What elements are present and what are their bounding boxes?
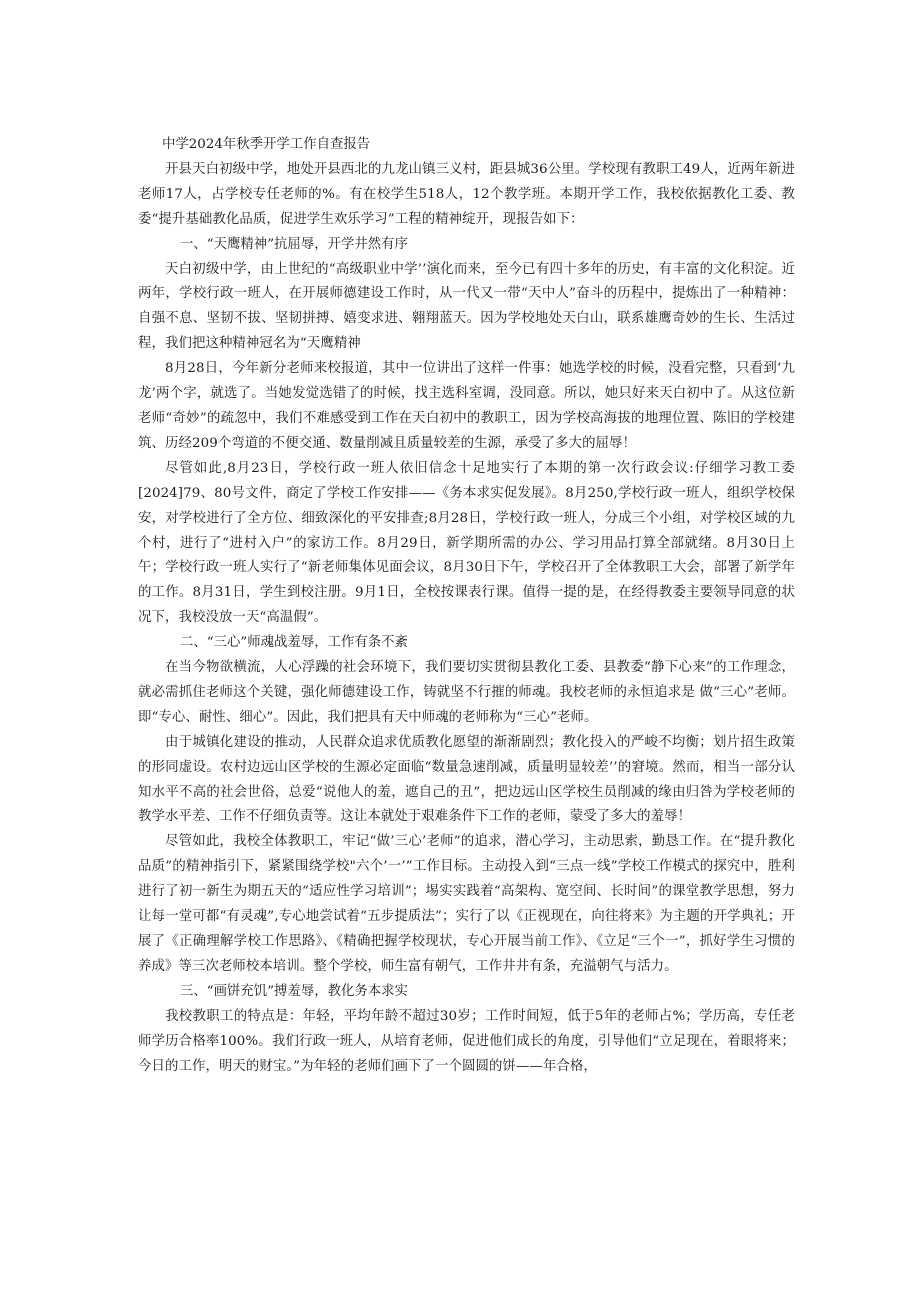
section-1-paragraph-2: 8月28日，今年新分老师来校报道，其中一位讲出了这样一件事：她选学校的时候，没看完整，只看到‘九龙’两个字，就选了。当她发觉选错了的时候，找主选科室调，没同意。所以，她只好来天白初中了。从这位新老师“奇妙”的疏忽中，我们不难感受到工作在天白初中的教职工，因为学校高海拔的地理位置、陈旧的学校建筑、历经209个弯道的不便交通、数量削减且质量较差的生源，承受了多大的屈辱！	[138, 361, 795, 451]
intro-paragraph: 开县天白初级中学，地处开县西北的九龙山镇三义村，距县城36公里。学校现有教职工49人，近两年新进老师17人，占学校专任老师的%。有在校学生518人，12个教学班。本期开学工作，我校依据教化工委、教委“提升基础教化品质，促进学生欢乐学习”工程的精神绽开，现报告如下：	[138, 161, 795, 227]
section-2-paragraph-1: 在当今物欲横流，人心浮躁的社会环境下，我们要切实贯彻县教化工委、县教委“静下心来”的工作理念，就必需抓住老师这个关键，强化师德建设工作，铸就坚不行摧的师魂。我校老师的永恒追求是 做“三心”老师。即“专心、耐性、细心”。因此，我们把具有天中师魂的老师称为“三心”老师。	[138, 660, 795, 725]
document-title: 中学2024年秋季开学工作自查报告	[162, 137, 371, 152]
section-2-heading: 二、“三心”师魂战羞辱，工作有条不紊	[180, 635, 408, 651]
section-1-heading: 一、“天鹰精神”抗屈辱，开学井然有序	[180, 236, 408, 252]
section-2-paragraph-3: 尽管如此，我校全体教职工，牢记“做’三心’老师”的追求，潜心学习，主动思索，勤恳工作。在“提升教化品质”的精神指引下，紧紧围绕学校"六个’一’”工作目标。主动投入到“三点一线”学校工作模式的探究中，胜利进行了初一新生为期五天的“适应性学习培训”；埸实实践着“高架构、宽空间、长时间”的课堂教学思想，努力让每一堂可都“有灵魂”,专心地尝试着“五步提质法”；实行了以《正视现在，向往将来》为主题的开学典礼；开展了《正确理解学校工作思路》、《精确把握学校现状，专心开展当前工作》、《立足“三个一”，抓好学生习惯的养成》等三次老师校本培训。整个学校，师生富有朝气，工作井井有条，充溢朝气与活力。	[138, 834, 795, 974]
section-1-paragraph-1: 天白初级中学，由上世纪的“高级职业中学’’演化而来，至今已有四十多年的历史，有丰富的文化积淀。近两年，学校行政一班人，在开展师德建设工作时，从一代又一带“天中人”奋斗的历程中，提炼出了一种精神：自强不息、坚韧不拔、坚韧拼搏、嬉变求进、翱翔蓝天。因为学校地处天白山，联系雄鹰奇妙的生长、生活过程，我们把这种精神冠名为“天鹰精神	[138, 261, 795, 352]
section-2-paragraph-2: 由于城镇化建设的推动，人民群众追求优质教化愿望的渐渐剧烈；教化投入的严峻不均衡；划片招生政策的形同虚设。农村边远山区学校的生源必定面临“数量急速削减，质量明显较差’’的窘境。然而，相当一部分认知水平不高的社会世俗，总爱“说他人的羞，遮自己的丑”，把边远山区学校生员削减的缘由归咎为学校老师的教学水平差、工作不仔细负责等。这让本就处于艰难条件下工作的老师，蒙受了多大的羞辱！	[138, 734, 795, 825]
section-1-paragraph-3: 尽管如此,8月23日，学校行政一班人依旧信念十足地实行了本期的第一次行政会议:仔细学习教工委[2024]79、80号文件，商定了学校工作安排——《务本求实促发展》。8月250,学校行政一班人，组织学校保安，对学校进行了全方位、细致深化的平安排查;8月28日，学校行政一班人，分成三个小组，对学校区域的九个村，进行了“进村入户”的家访工作。8月29日，新学期所需的办公、学习用品打算全部就绪。8月30日上午；学校行政一班人实行了“新老师集体见面会议，8月30日下午，学校召开了全体教职工大会，部署了新学年的工作。8月31日，学生到校注册。9月1日，全校按课表行课。值得一提的是，在经得教委主要领导同意的状况下，我校没放一天“高温假”。	[138, 460, 795, 626]
section-3-paragraph-1: 我校教职工的特点是：年轻，平均年龄不超过30岁；工作时间短，低于5年的老师占%；学历高，专任老师学历合格率100%。我们行政一班人，从培育老师，促进他们成长的角度，引导他们“立足现在，着眼将来；今日的工作，明天的财宝。”为年轻的老师们画下了一个圆圆的饼——年合格，	[138, 1008, 795, 1074]
document-page	[138, 133, 795, 1079]
section-3-heading: 三、“画饼充饥”搏羞辱，教化务本求实	[180, 983, 408, 999]
